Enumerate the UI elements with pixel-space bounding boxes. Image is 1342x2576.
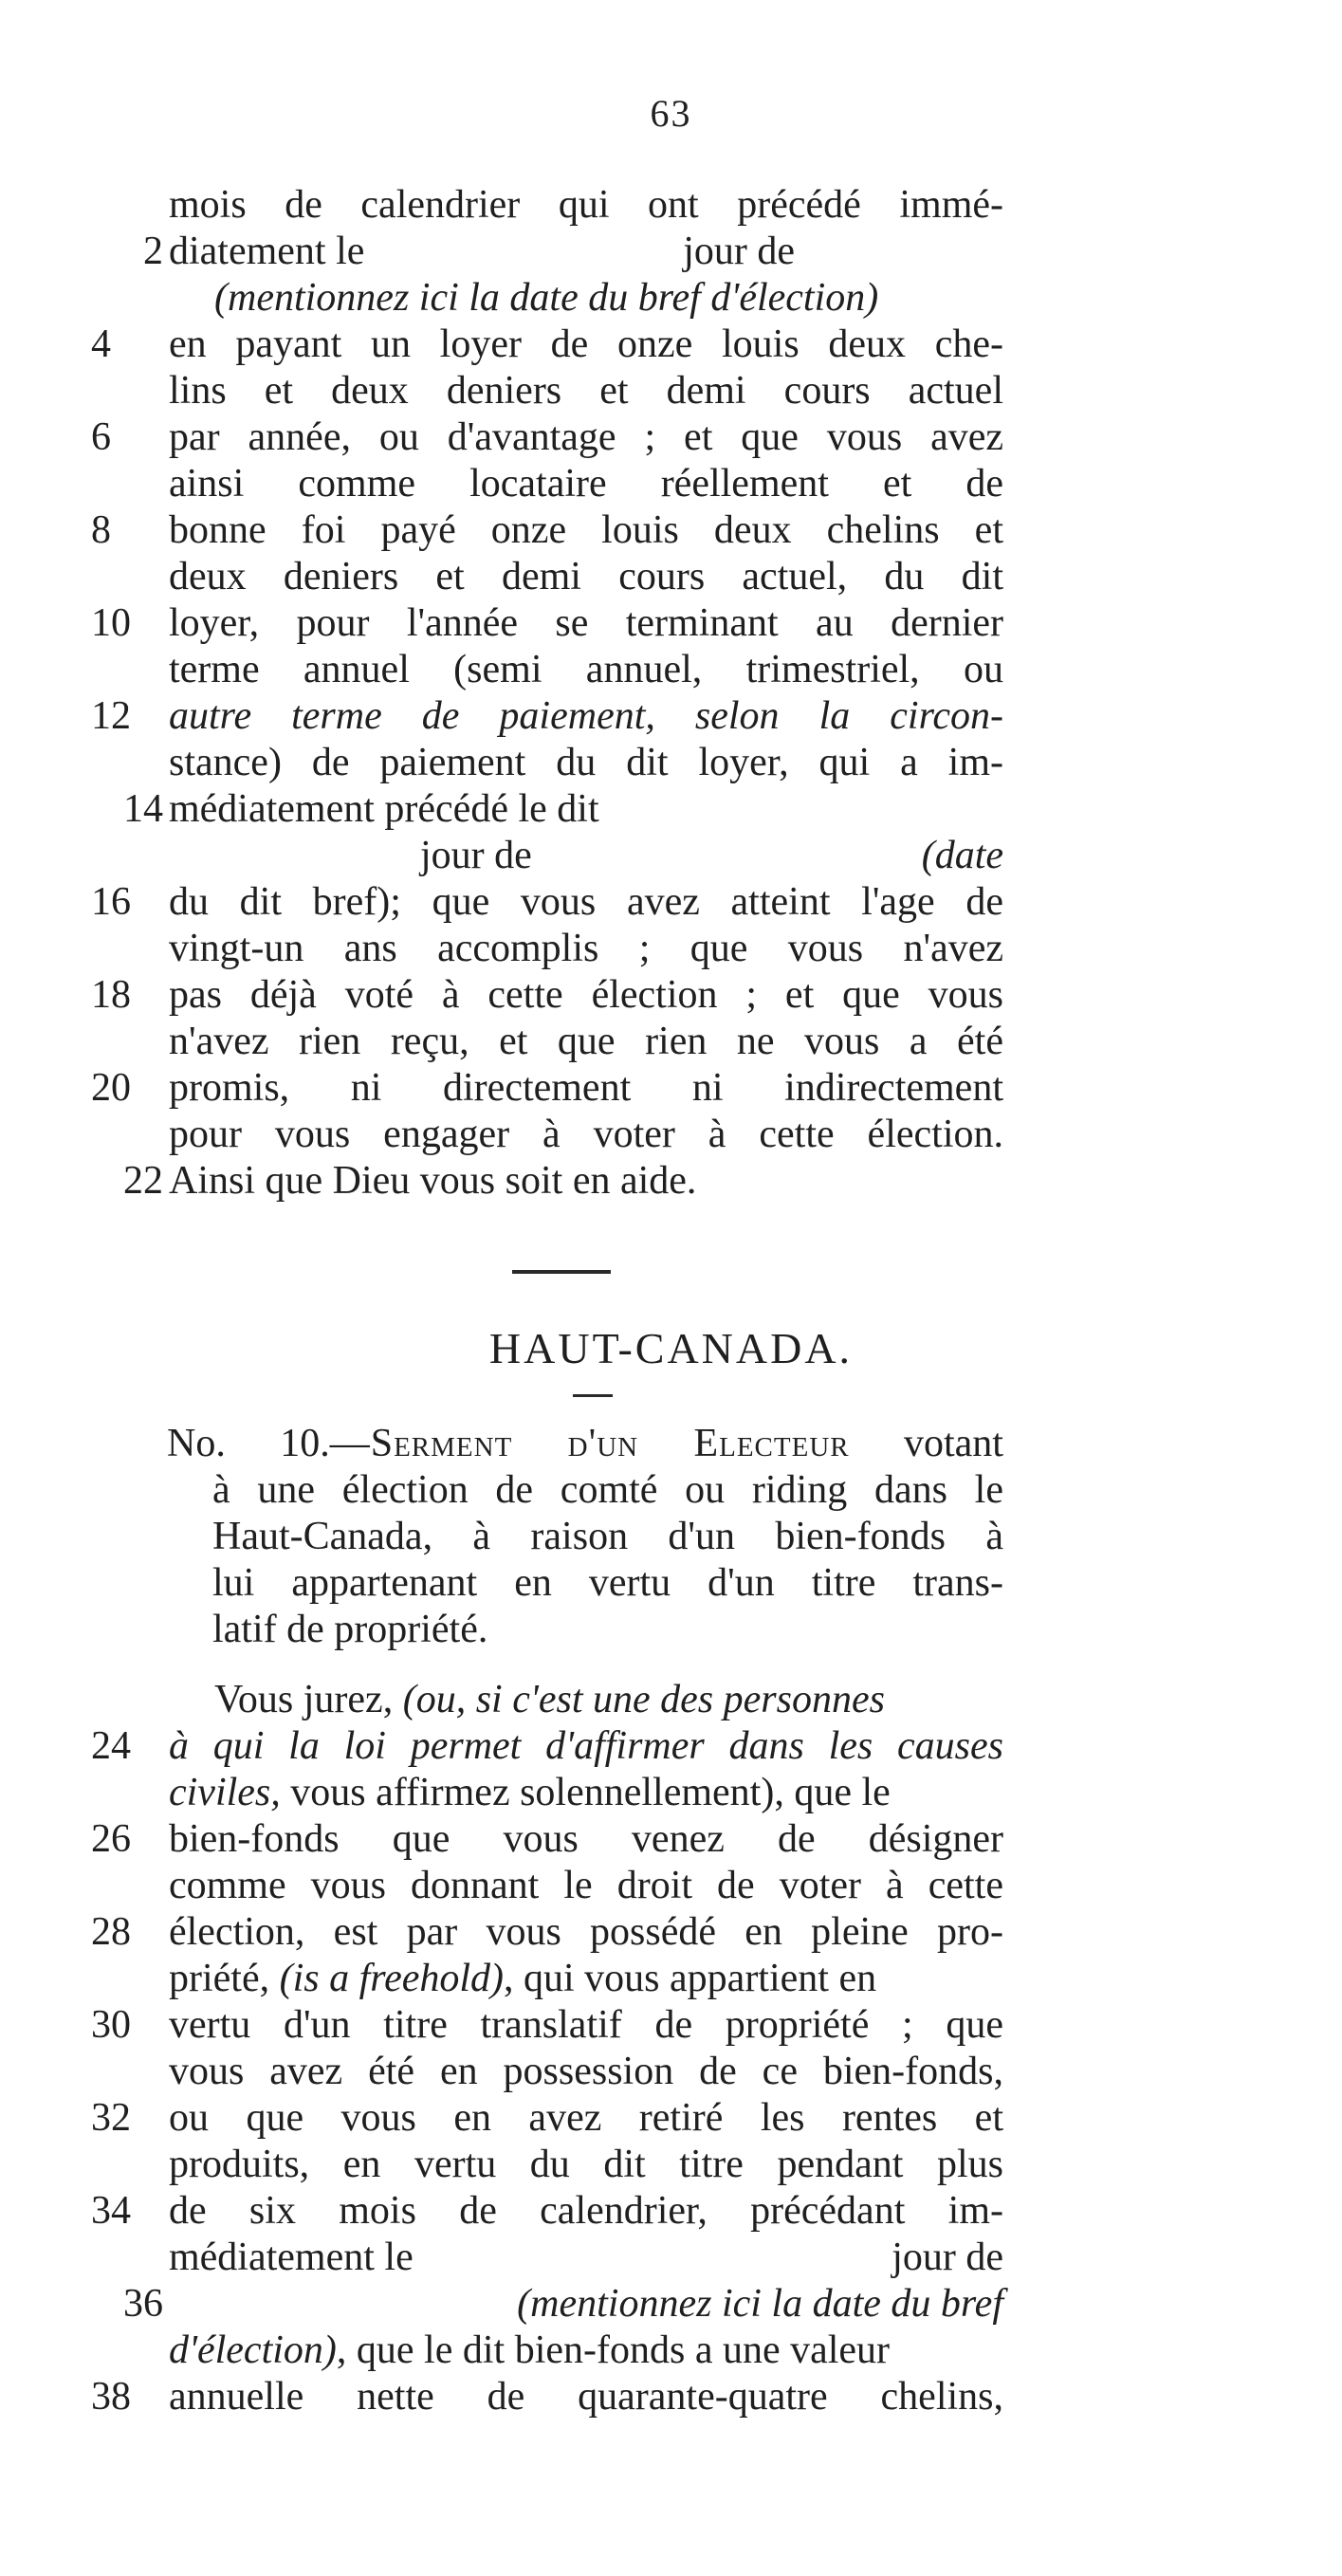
text-line: 10 loyer, pour l'année se terminant au dernier [91, 601, 1003, 645]
text-line: jour de (date [420, 834, 1003, 877]
oath-title-block [167, 1421, 1003, 1653]
line-number: 24 [91, 1724, 131, 1768]
text-line: 22 Ainsi que Dieu vous soit en aide. [169, 1158, 1003, 1205]
line-number: 32 [91, 2096, 131, 2140]
line-number: 22 [123, 1159, 163, 1203]
section-1-text [91, 182, 1003, 1205]
text-line: 12 autre terme de paiement, selon la circon- [91, 694, 1003, 738]
page-number: 63 [650, 92, 692, 135]
text-line: priété, (is a freehold), qui vous appartient en [169, 1957, 877, 2000]
line-number: 34 [91, 2189, 131, 2233]
text-line: 38 annuelle nette de quarante-quatre chelins, [91, 2375, 1003, 2419]
text-line: 26 bien-fonds que vous venez de désigner [91, 1817, 1003, 1861]
text-line: terme annuel (semi annuel, trimestriel, ou [169, 648, 1003, 691]
text-line: 8 bonne foi payé onze louis deux chelins et [91, 508, 1003, 552]
text-line: n'avez rien reçu, et que rien ne vous a été [169, 1020, 1003, 1063]
text-line: pour vous engager à voter à cette élection. [169, 1113, 1003, 1156]
line-number: 36 [123, 2282, 163, 2326]
section-divider [512, 1270, 611, 1274]
text-line: 18 pas déjà voté à cette élection ; et que vous [91, 973, 1003, 1017]
line-number: 28 [91, 1910, 131, 1954]
line-number: 2 [143, 230, 163, 273]
line-number: 16 [91, 880, 131, 924]
line-number: 4 [91, 322, 111, 366]
text-line: vingt-un ans accomplis ; que vous n'avez [169, 927, 1003, 970]
text-line: 6 par année, ou d'avantage ; et que vous avez [91, 415, 1003, 459]
line-number: 8 [91, 508, 111, 552]
line-number: 38 [91, 2375, 131, 2419]
text-line: comme vous donnant le droit de voter à cette [169, 1864, 1003, 1907]
line-number: 30 [91, 2003, 131, 2047]
line-number: 10 [91, 601, 131, 645]
text-line: 14 médiatement précédé le dit [169, 786, 1003, 833]
text-line: stance) de paiement du dit loyer, qui a im- [169, 741, 1003, 784]
text-line: 4 en payant un loyer de onze louis deux che- [91, 322, 1003, 366]
text-line: ainsi comme locataire réellement et de [169, 462, 1003, 506]
text-line: 34 de six mois de calendrier, précédant im- [91, 2189, 1003, 2233]
text-line: 36 (mentionnez ici la date du bref [169, 2281, 1003, 2328]
text-line: (mentionnez ici la date du bref d'élection) [214, 276, 879, 320]
text-line: mois de calendrier qui ont précédé immé- [169, 183, 1003, 227]
text-line: deux deniers et demi cours actuel, du dit [169, 555, 1003, 598]
text-line: produits, en vertu du dit titre pendant plus [169, 2143, 1003, 2186]
oath-title-line: à une élection de comté ou riding dans le [212, 1468, 1003, 1512]
line-number: 14 [123, 787, 163, 831]
line-number: 20 [91, 1066, 131, 1110]
oath-title-line: lui appartenant en vertu d'un titre trans- [212, 1561, 1003, 1605]
heading-rule [573, 1394, 613, 1397]
oath-title-line: latif de propriété. [212, 1608, 488, 1651]
text-line: lins et deux deniers et demi cours actuel [169, 369, 1003, 413]
line-number: 12 [91, 694, 131, 738]
text-line: d'élection), que le dit bien-fonds a une valeur [169, 2328, 891, 2372]
text-line: 28 élection, est par vous possédé en pleine pro- [91, 1910, 1003, 1954]
section-2-text [91, 1677, 1003, 2420]
text-line: 30 vertu d'un titre translatif de propriété ; que [91, 2003, 1003, 2047]
line-number: 6 [91, 415, 111, 459]
text-line: 20 promis, ni directement ni indirectement [91, 1066, 1003, 1110]
section-heading: HAUT-CANADA. [488, 1324, 854, 1372]
text-line: médiatement le jour de [169, 2236, 1003, 2279]
text-line: 32 ou que vous en avez retiré les rentes et [91, 2096, 1003, 2140]
text-line: vous avez été en possession de ce bien-fonds, [169, 2050, 1003, 2093]
line-number: 26 [91, 1817, 131, 1861]
oath-title-line: Haut-Canada, à raison d'un bien-fonds à [212, 1515, 1003, 1558]
text-line: 2 diatement le jour de [169, 229, 1003, 275]
text-line: 24 à qui la loi permet d'affirmer dans les causes [91, 1724, 1003, 1768]
line-number: 18 [91, 973, 131, 1017]
text-line: Vous jurez, (ou, si c'est une des personnes [214, 1678, 885, 1721]
oath-title-line: No. 10.—Serment d'un Electeur votant [167, 1422, 1003, 1465]
text-line: civiles, vous affirmez solennellement), que le [169, 1771, 891, 1814]
text-line: 16 du dit bref); que vous avez atteint l'age de [91, 880, 1003, 924]
